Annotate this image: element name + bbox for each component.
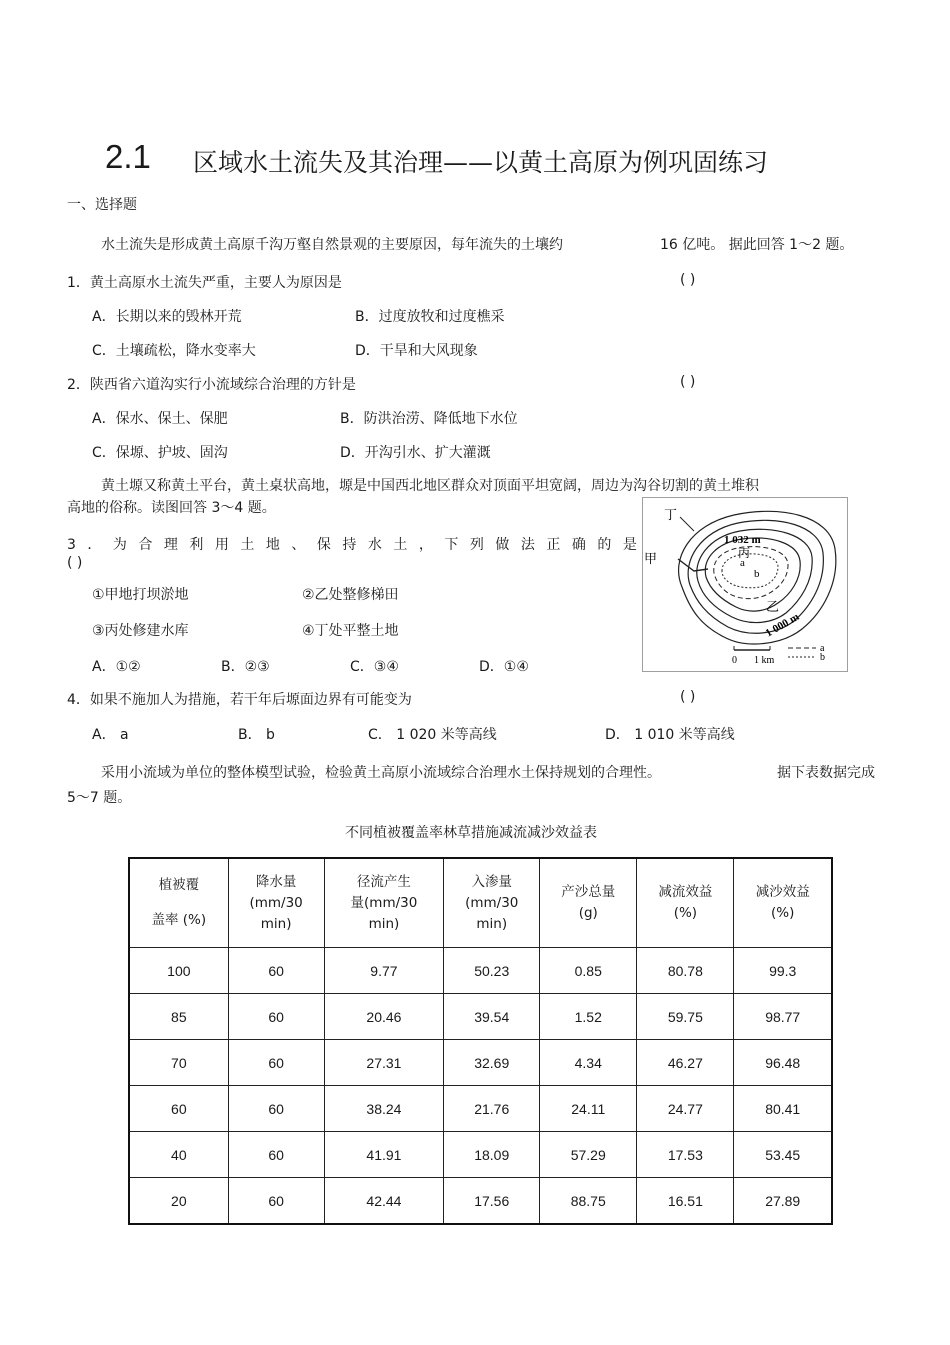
table-cell: 57.29 [540, 1132, 637, 1178]
header-line: 降水量 [255, 873, 297, 890]
intro-paragraph-2-line-1: 黄土塬又称黄土平台，黄土桌状高地，塬是中国西北地区群众对顶面平坦宽阔，周边为沟谷切割的黄土堆积 [101, 478, 759, 494]
question-3-option-b[interactable]: B．②③ [221, 659, 270, 675]
question-2-answer-paren[interactable]: ( ) [680, 374, 696, 390]
header-line: 植被覆 [158, 877, 200, 893]
table-cell: 70 [129, 1040, 228, 1086]
table-cell: 20 [129, 1178, 228, 1225]
question-3-item-1: ①甲地打坝淤地 [92, 587, 189, 603]
table-cell: 21.76 [444, 1086, 540, 1132]
table-cell: 39.54 [444, 994, 540, 1040]
map-label-yi: 乙 [766, 600, 780, 615]
table-cell: 41.91 [324, 1132, 444, 1178]
header-rainfall [228, 858, 324, 948]
map-scale-km: 1 km [754, 655, 775, 666]
table-cell: 60 [228, 948, 324, 994]
question-4-answer-paren[interactable]: ( ) [680, 689, 696, 705]
table-row [129, 994, 832, 1040]
page-title: 区域水土流失及其治理——以黄土高原为例巩固练习 [193, 148, 769, 177]
header-line: 盖率 (%) [151, 912, 207, 928]
intro-paragraph-3-line-2: 5～7 题。 [67, 790, 132, 806]
table-cell: 59.75 [637, 994, 734, 1040]
data-table [128, 857, 833, 1225]
table-row [129, 1086, 832, 1132]
question-4-option-d[interactable]: D． 1 010 米等高线 [605, 727, 735, 743]
question-2-stem: 2．陕西省六道沟实行小流域综合治理的方针是 [67, 377, 356, 393]
title-number: 2.1 [105, 138, 151, 175]
header-line: 产沙总量 [561, 884, 616, 900]
question-3-item-3: ③丙处修建水库 [92, 623, 189, 639]
header-line: (mm/30 [249, 894, 303, 911]
table-cell: 99.3 [734, 948, 832, 994]
question-1-option-b[interactable]: B．过度放牧和过度樵采 [355, 309, 505, 325]
table-cell: 60 [228, 1178, 324, 1225]
question-1-option-d[interactable]: D．干旱和大风现象 [355, 343, 478, 359]
table-row [129, 1040, 832, 1086]
table-cell: 42.44 [324, 1178, 444, 1225]
table-cell: 38.24 [324, 1086, 444, 1132]
table-cell: 60 [228, 1132, 324, 1178]
header-line: 量(mm/30 [350, 894, 418, 911]
table-cell: 17.56 [444, 1178, 540, 1225]
table-cell: 27.31 [324, 1040, 444, 1086]
question-3-item-4: ④丁处平整土地 [302, 623, 399, 639]
question-4-option-a[interactable]: A． a [92, 727, 129, 743]
header-line: (g) [578, 905, 598, 921]
header-runoff [324, 858, 444, 948]
header-line: (%) [771, 905, 795, 921]
question-4-option-c[interactable]: C． 1 020 米等高线 [368, 727, 497, 743]
header-line: min) [368, 915, 400, 932]
question-2-option-b[interactable]: B．防洪治涝、降低地下水位 [340, 411, 518, 427]
question-3-stem: 3．为合理利用土地、保持水土，下列做法正确的是 [67, 537, 649, 553]
intro-paragraph-3-line-1: 采用小流域为单位的整体模型试验，检验黄土高原小流域综合治理水土保持规划的合理性。 [101, 765, 661, 781]
header-line: 入渗量 [471, 873, 512, 890]
table-cell: 46.27 [637, 1040, 734, 1086]
table-row [129, 1178, 832, 1225]
question-1-stem: 1．黄土高原水土流失严重，主要人为原因是 [67, 275, 342, 291]
table-header-row [129, 858, 832, 948]
table-cell: 0.85 [540, 948, 637, 994]
question-3-answer-paren[interactable]: ( ) [67, 555, 83, 571]
header-runoff-reduction [637, 858, 734, 948]
question-1-option-a[interactable]: A．长期以来的毁林开荒 [92, 309, 242, 325]
table-cell: 98.77 [734, 994, 832, 1040]
table-cell: 4.34 [540, 1040, 637, 1086]
question-3-item-2: ②乙处整修梯田 [302, 587, 399, 603]
question-4-option-b[interactable]: B． b [238, 727, 275, 743]
table-cell: 60 [228, 994, 324, 1040]
table-cell: 96.48 [734, 1040, 832, 1086]
header-line: (%) [673, 905, 698, 921]
question-2-option-a[interactable]: A．保水、保土、保肥 [92, 411, 228, 427]
map-scale-zero: 0 [732, 655, 737, 666]
header-sediment-reduction [734, 858, 832, 948]
table-cell: 100 [129, 948, 228, 994]
table-cell: 27.89 [734, 1178, 832, 1225]
table-cell: 20.46 [324, 994, 444, 1040]
table-cell: 60 [228, 1086, 324, 1132]
map-legend-a: a [820, 643, 825, 654]
map-contour-1000: 1 000 m [763, 610, 802, 640]
table-cell: 85 [129, 994, 228, 1040]
table-cell: 40 [129, 1132, 228, 1178]
map-label-jia: 甲 [644, 552, 658, 567]
question-3-option-c[interactable]: C．③④ [350, 659, 399, 675]
header-line: 减流效益 [658, 884, 713, 900]
header-sediment [540, 858, 637, 948]
header-infiltration [444, 858, 540, 948]
table-caption: 不同植被覆盖率林草措施减流减沙效益表 [345, 825, 597, 841]
intro-paragraph-1: 水土流失是形成黄土高原千沟万壑自然景观的主要原因，每年流失的土壤约 [101, 237, 563, 253]
table-cell: 32.69 [444, 1040, 540, 1086]
map-label-a: a [740, 557, 745, 569]
table-cell: 18.09 [444, 1132, 540, 1178]
table-cell: 9.77 [324, 948, 444, 994]
header-line: min) [260, 915, 292, 932]
header-line: (mm/30 [465, 894, 519, 911]
question-1-option-c[interactable]: C．土壤疏松，降水变率大 [92, 343, 256, 359]
header-line: 减沙效益 [755, 884, 810, 900]
table-cell: 60 [228, 1040, 324, 1086]
header-coverage [129, 858, 228, 948]
intro-paragraph-2-line-2: 高地的俗称。读图回答 3～4 题。 [67, 500, 276, 516]
intro-paragraph-3-line-1-end: 据下表数据完成 [777, 765, 875, 781]
table-cell: 53.45 [734, 1132, 832, 1178]
question-2-option-c[interactable]: C．保塬、护坡、固沟 [92, 445, 228, 461]
contour-map [642, 497, 848, 672]
table-cell: 60 [129, 1086, 228, 1132]
map-contour-1032: 1 032 m [724, 534, 761, 546]
map-label-b: b [754, 568, 760, 580]
table-cell: 80.41 [734, 1086, 832, 1132]
map-legend-b: b [820, 652, 825, 663]
intro-paragraph-1-amount: 16 亿吨。 据此回答 1～2 题。 [660, 237, 854, 253]
question-4-stem: 4．如果不施加人为措施，若干年后塬面边界有可能变为 [67, 692, 412, 708]
table-cell: 24.77 [637, 1086, 734, 1132]
question-2-option-d[interactable]: D．开沟引水、扩大灌溉 [340, 445, 491, 461]
header-line: min) [476, 915, 508, 932]
table-cell: 50.23 [444, 948, 540, 994]
table-cell: 80.78 [637, 948, 734, 994]
question-3-option-d[interactable]: D．①④ [479, 659, 529, 675]
question-3-option-a[interactable]: A．①② [92, 659, 141, 675]
header-line: 径流产生 [356, 873, 411, 890]
table-row [129, 1132, 832, 1178]
table-cell: 24.11 [540, 1086, 637, 1132]
table-cell: 17.53 [637, 1132, 734, 1178]
question-1-answer-paren[interactable]: ( ) [680, 272, 696, 288]
table-row [129, 948, 832, 994]
map-label-bing: 丙 [738, 546, 751, 560]
table-cell: 1.52 [540, 994, 637, 1040]
map-label-ding: 丁 [664, 508, 678, 523]
table-cell: 88.75 [540, 1178, 637, 1225]
table-cell: 16.51 [637, 1178, 734, 1225]
section-heading: 一、选择题 [67, 197, 137, 213]
